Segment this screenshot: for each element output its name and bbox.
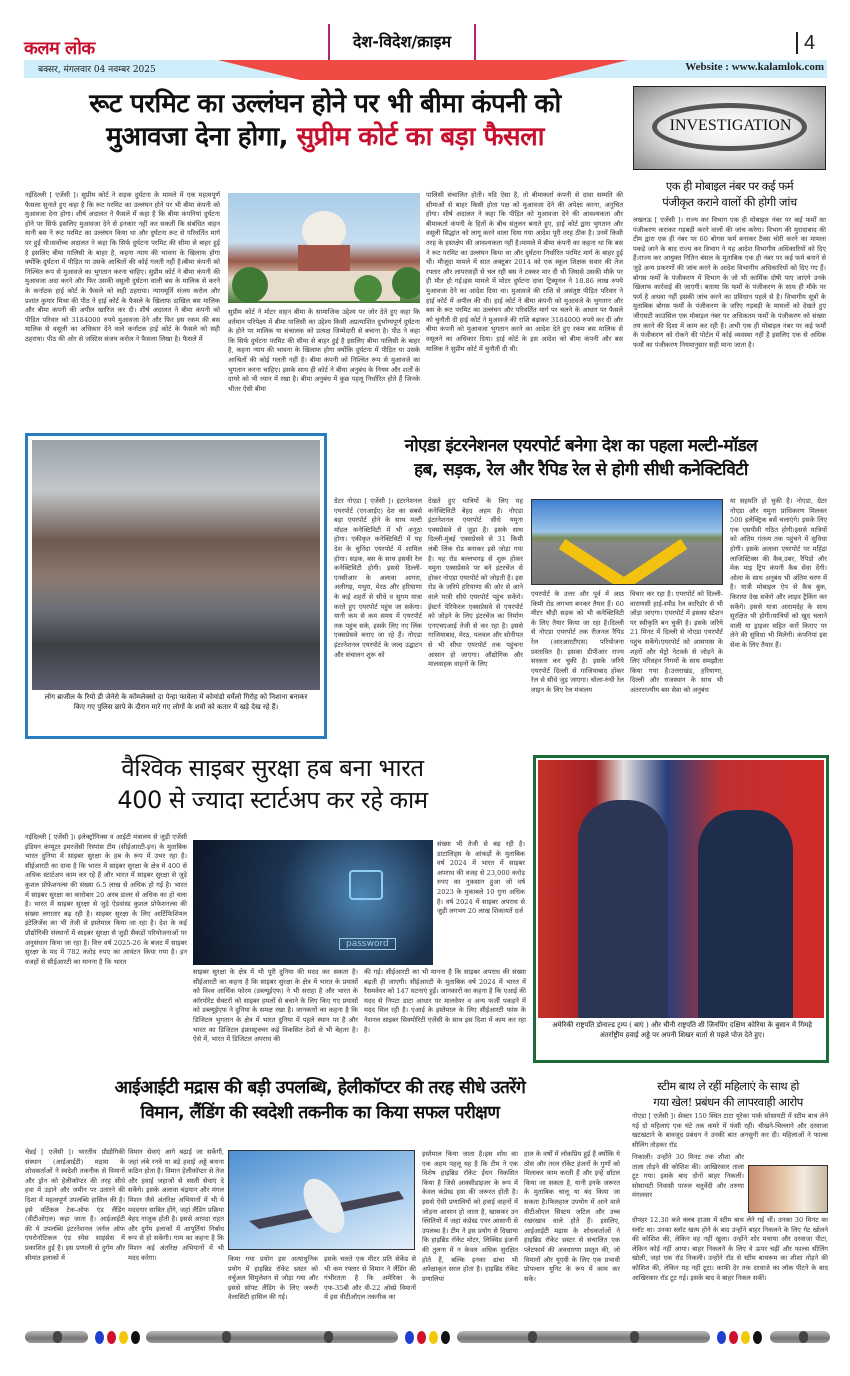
investigation-label: INVESTIGATION bbox=[669, 117, 792, 134]
footer-bar-1 bbox=[25, 1331, 88, 1343]
person-right bbox=[698, 810, 793, 1018]
story7-headline-line1: स्टीम बाथ ले रहीं महिलाएं के साथ हो bbox=[657, 1079, 799, 1093]
reg-dot-black bbox=[441, 1331, 450, 1344]
reg-dot-blue bbox=[95, 1331, 104, 1344]
story7-body-bottom: दोपहर 12.30 बजे क्लब हाउस में स्टीम बाथ लेने गई थीं। उनका 30 मिनट का स्लॉट था। उनका स्लॉट खत्म होने के बाद उन्होंने बाहर निकलने के लिए गेट खोलने की कोशिश की, लेकिन वह नहीं खुला। उन्होंने शोर मचाया और दरवाजा पीटा, लेकिन कोई नहीं आया। बाहर निकलने के लिए वे ऊपर चढ़ीं और फाल्स सीलिंग खोली, जहां एक रॉड निकली। उन्होंने रॉड से स्टीम बाथरूम का शीशा तोड़ने की कोशिश की, लेकिन यह नहीं टूटा। काफी देर तक दरवाजे का लॉक पीटने के बाद आखिरकार रॉड टूट गई। इसके बाद वे बाहर निकल सकीं। bbox=[632, 1216, 828, 1282]
story2-headline bbox=[633, 178, 826, 210]
masthead-logo[interactable]: कलम लोक bbox=[24, 38, 95, 59]
footer-knob bbox=[799, 1331, 808, 1343]
story4-headline bbox=[20, 752, 525, 816]
story1-column-3: पालिसी संचालित होती। यदि ऐसा है, तो बीमाकर्ता कंपनी से दावा सम्मति की सीमाओं से बाहर किसी होता पक्ष को मुआवजा देने की अपेक्षा करना, अनुचित होगा। शीर्ष अदालत ने कहा कि पीड़ित को मुआवजा देने की आवश्यकता और बीमाकर्ता कंपनी के हितों के बीच संतुलन बनाते हुए, हाई कोर्ट द्वारा भुगतान और वसूली सिद्धांत को लागू करने वाला दिया गया आदेश पूरी तरह ठीक है। उनमें किसी तरह के हस्तक्षेप की आवश्यकता नहीं है।मामले में बीमा कंपनी का कहना था कि बस ने रूट परमिट का उल्लंघन किया था और दुर्घटना निर्धारित परमिट मार्ग के बाहर हुई थी। मौजूदा मामले में सात अक्टूबर 2014 को एक स्कूल शिक्षक सवार की तेज रफ्तार और लापरवाही से चल रही बस ने टक्कर मार दी थी जिससे उसकी मौके पर ही मौत हो गई।इस मामले में मोटर दुर्घटना दावा ट्रिब्यूनल ने 18.86 लाख रुपये मुआवजा देने का आदेश दिया था। मुआवजे की राशि से असंतुष्ट पीड़ित परिवार ने हाई कोर्ट में अपील की थी। हाई कोर्ट ने बीमा कंपनी को मुआवजे के भुगतान और बस के रूट परमिट का उल्लंघन और परिवर्तित मार्ग पर चलने के आधार पर फैसले को चुनौती दी हाई कोर्ट ने मुआवजे की राशि बढ़ाकर 3184000 रुपये कर दी और बीमा कंपनी को मुआवजा भुगतान करने का आदेश देते हुए रकम बस मालिक से वसूलने का अधिकार दिया। हाई कोर्ट के इस आदेश को बीमा कंपनी और बस मालिक ने सुप्रीम कोर्ट में चुनौती दी थी। bbox=[426, 191, 623, 353]
reg-dot-blue bbox=[405, 1331, 414, 1344]
story3-column-5: या सहमति हो चुकी है। नोएडा, ग्रेटर नोएडा और यमुना प्राधिकरण मिलकर 500 इलेक्ट्रिक बसें चलाएंगे। इसके लिए एक एसपीवी गठित होगी।इससे यात्रियों को अंतिम गंतव्य तक पहुंचने में सुविधा होगी। इसके अलावा एयरपोर्ट पर महिंद्रा लाजिस्टिक्स की कैब,उबर, रैपिडो और मेक माइ ट्रिप कंपनी कैब सेवा देंगी। ओला के साथ अनुबंध भी अंतिम चरण में है। यात्री मोबाइल ऐप से कैब बुक, किराया देख सकेंगे और लाइव ट्रैकिंग कर सकेंगे। इससे यात्रा आरामदेह के साथ सुरक्षित भी होगी।यात्रियों को खुद चलाने वाली या ड्राइवर सहित कारें किराए पर लेने की सुविधा भी मिलेगी। कंपनियां इस सेवा के लिए तैयार हैं। bbox=[730, 497, 827, 649]
story1-column-1: नईदिल्ली [ एजेंसी ]। सुप्रीम कोर्ट ने सड़क दुर्घटना के मामले में एक महत्वपूर्ण फैसला सुनाते हुए कहा है कि रूट परमिट का उल्लंघन होने पर भी बीमा कंपनी को मुआवजा देना होगा। शीर्ष अदालत ने फैसले में कहा है कि बीमा कंपनियां दुर्घटना होने पर सिर्फ इसलिए मुआवजा देने से इनकार नहीं कर सकतीं कि संबंधित वाहन यानी बस ने रूट परमिट का उल्लंघन किया था और दुर्घटना रूट से परिवर्तित मार्ग पर हुई थी।सर्वोच्च अदालत ने कहा कि सिर्फ दुर्घटना परमिट की सीमा से बाहर हुई है इसलिए बीमा पालिसी के बाहर है, कहना न्याय की भावना के खिलाफ होगा क्योंकि दुर्घटना में पीड़ित या उसके आश्रितों की कोई गलती नहीं है।बीमा कंपनी को निश्चित रूप से मुआवजे का भुगतान करना चाहिए। सुप्रीम कोर्ट ने बीमा कंपनी की मुआवजा अदा करने और फिर उसकी वसूली दुर्घटना वाली बस के मालिक से करने के कर्नाटक हाई कोर्ट के फैसले को सही ठहराया। न्यायमूर्ति संजय करोल और प्रशांत कुमार मिश्रा की पीठ ने हाई कोर्ट के फैसले के खिलाफ दाखिल बस मालिक और बीमा कंपनी की अपील खारिज कर दी। शीर्ष अदालत ने बीमा कंपनी को पीड़ित परिवार को 3184000 रुपये मुआवजा देने और फिर इस रकम की बस मालिक से वसूली का अधिकार देने वाले कर्नाटक हाई कोर्ट के फैसले को सही ठहराया। पीठ की ओर से जस्टिस संजय करोल ने फैसला लिखा है। फैसले में bbox=[25, 191, 220, 343]
investigation-image bbox=[633, 86, 826, 170]
summit-photo-frame bbox=[533, 755, 829, 1063]
section-title: देश-विदेश/क्राइम bbox=[328, 24, 476, 60]
website-link[interactable]: Website : www.kalamlok.com bbox=[685, 61, 824, 73]
runway-photo bbox=[531, 499, 723, 585]
story1-headline-line2 bbox=[20, 121, 630, 154]
story6-column-3: किया गया प्रयोग इस अत्याधुनिक प्रयोग में हाइब्रिड रॉकेट थ्रस्टर को वर्चुअल सिमुलेशन से जोड़ा गया और इससे सॉफ्ट लैंडिंग के लिए जरूरी वेलासिटी हासिल की गई। bbox=[228, 1255, 318, 1302]
footer-knob bbox=[528, 1331, 537, 1343]
dateline: बक्सर, मंगलवार 04 नवम्बर 2025 bbox=[38, 65, 156, 75]
story1-headline-line1: रूट परमिट का उल्लंघन होने पर भी बीमा कंपनी को bbox=[89, 89, 561, 119]
footer-bar-2 bbox=[146, 1331, 398, 1343]
cyber-security-photo bbox=[193, 840, 433, 965]
story3-headline-line1: नोएडा इंटरनेशनल एयरपोर्ट बनेगा देश का पहला मल्टी-मॉडल bbox=[404, 436, 758, 456]
story1-headline-black: मुआवजा देना होगा, bbox=[106, 122, 297, 152]
reg-dot-yellow bbox=[741, 1331, 750, 1344]
trump-xi-photo bbox=[538, 760, 824, 1018]
story4-column-4: की गई। सीईआरटी का भी मानना है कि साइबर अपराध की संख्या बढ़ती ही जाएगी। सीईआरटी के मुताबिक वर्ष 2024 में भारत में रैंसमवेयर को 147 घटनाएं हुईं। जानकारों का कहना है कि एआई की मदद से निपटा डाटा आधार पर मालवेयर व अन्य फर्जी पकड़ने में मदद मिल रही है। एआई के इस्तेमाल के लिए सीईआरटी फांस के नेशनल साइबर सिक्योरिटी एजेंसी के साथ इस दिशा में काम कर रहा है। bbox=[364, 968, 526, 1034]
footer-bar-4 bbox=[770, 1331, 830, 1343]
story6-headline bbox=[20, 1076, 620, 1126]
reg-dot-black bbox=[131, 1331, 140, 1344]
story7-body-side: निकाली। उन्होंने 30 मिनट तक शीशा और ताला तोड़ने की कोशिश की। आखिरकार ताला टूट गया। इसके बाद दोनों बाहर निकलीं। सोसायटी निवासी पारुल चतुर्वेदी और तरुणा मंगलवार bbox=[632, 1153, 744, 1200]
story3-column-2: देखते हुए यात्रियों के लिए यह कनेक्टिविटी बेहद अहम है। नोएडा इंटरनेशनल एयरपोर्ट सीधे यमुना एक्सप्रेसवे से जुड़ा है। इसके साथ दिल्ली-मुंबई एक्सप्रेसवे से 31 किमी लंबी लिंक रोड बनाकर इसे जोड़ा गया है। यह रोड बल्लभगढ़ से शुरू होकर यमुना एक्सप्रेसवे पर बने इंटरचेंज से होकर नोएडा एयरपोर्ट को जोड़ती है। इस रोड के जरिये हरियाणा की ओर से आने वाले यात्री सीधे एयरपोर्ट पहुंच सकेंगे। ईस्टर्न पेरिफेरल एक्सप्रेसवे से एयरपोर्ट को जोड़ने के लिए इंटरचेंज का निर्माण एनएचएआई तेजी से कर रहा है। इससे गाजियाबाद, मेरठ, पलवल और सोनीपत से भी सीधा एयरपोर्ट तक पहुंचना आसान हो जाएगा। औद्योगिक और मालवाहक वाहनों के लिए bbox=[428, 497, 523, 669]
story1-column-2: सुप्रीम कोर्ट ने मोटर वाहन बीमा के सामाजिक उद्देश्य पर जोर देते हुए कहा कि वर्तमान परिपेक्ष्य में बीमा पालिसी का उद्देश्य किसी अप्रत्याशित दुर्भाग्यपूर्ण दुर्घटना के होने पर मालिक या संचालक को प्रत्यक्ष जिम्मेदारी से बचाना है। पीठ ने कहा कि सिर्फ दुर्घटना परमिट की सीमा से बाहर हुई है इसलिए बीमा पालिसी के बाहर है, कहना न्याय की भावना के खिलाफ होगा क्योंकि दुर्घटना में पीड़ित या उसके आश्रितों की कोई गलती नहीं है। बीमा कंपनी को निश्चित रूप से मुआवजे का भुगतान करना चाहिए। इसके साथ ही कोर्ट ने बीमा अनुबंध के नियम और शर्तों के दायरे को भी ध्यान में रखा है। बीमा अनुबंध में कुछ पहलू निर्धारित होते हैं जिनके भीतर ऐसी बीमा bbox=[228, 308, 420, 393]
reg-dot-red bbox=[107, 1331, 116, 1344]
airplane-icon bbox=[229, 1151, 415, 1250]
person-left bbox=[578, 800, 668, 1018]
story3-headline bbox=[332, 434, 830, 482]
footer-knob bbox=[53, 1331, 62, 1343]
story7-body-top: नोएडा [ एजेंसी ]। सेक्टर 150 स्थित टाटा यूरेका पार्क सोसायटी में स्टीम बाथ लेने गई दो महिलाएं एक घंटे तक कमरे में फंसी रहीं। चीखने-चिल्लाने और दरवाजा खटखटाने के बावजूद प्रबंधन ने उनकी बात अनसुनी कर दी। महिलाओं ने फाल्स सीलिंग तोड़कर रॉड bbox=[632, 1112, 828, 1149]
story6-column-1: चेन्नई [ एजेंसी ]। भारतीय प्रौद्योगिकी संस्थान (आईआईटी) मद्रास के शोधकर्ताओं ने स्वदेशी तकनीक से विमानों और ड्रोन को हेलीकॉप्टर की तरह सीधे हवा में उड़ाने और जमीन पर उतारने की दिशा में महत्वपूर्ण उपलब्धि हासिल की है। इसे वर्टिकल टेक-ऑफ एंड लैंडिंग (वीटीओएल) कहा जाता है। आईआईटी की ये उपलब्धि इंटरनेशनल जर्नल ऑफ एयरोनॉटिकल एंड स्पेस साइंसेस में प्रकाशित हुई है। इस प्रणाली से दुर्गम और सीमांत इलाकों में bbox=[25, 1148, 125, 1262]
aircraft-photo bbox=[228, 1150, 415, 1250]
footer-knob bbox=[222, 1331, 231, 1343]
reg-dot-yellow bbox=[429, 1331, 438, 1344]
story4-column-1: नईदिल्ली [ एजेंसी ]। इलेक्ट्रॉनिक्स व आईटी मंत्रालय से जुड़ी एजेंसी इंडियन कंप्यूटर इमरजेंसी रिस्पांस टीम (सीईआरटी-इन) के मुताबिक भारत दुनिया में साइबर सुरक्षा के हब के रूप में उभर रहा है। सीईआरटी का दावा है कि भारत में साइबर सुरक्षा के क्षेत्र में 400 से अधिक स्टार्टअप काम कर रहे हैं और भारत में साइबर सुरक्षा से जुड़े कुशल प्रोफेशनल्स की संख्या 6.5 लाख से अधिक हो गई है। भारत में साइबर सुरक्षा का कारोबार 20 अरब डालर से अधिक का हो चला है। भारत में साइबर सुरक्षा से जुड़े ऐडवांस्ड कुशल प्रोफेशनल्स की संख्या लगातार बढ़ रही है। साइबर सुरक्षा के लिए आर्टिफिशियल इंटेलिजेंस का भी तेजी से इस्तेमाल किया जा रहा है। देश के कई प्रौद्योगिकी संस्थानों में साइबर सुरक्षा से जुड़ी सैकड़ों परियोजनाओं पर अनुसंधान किया जा रहा है। वित्त वर्ष 2025-26 के बजट में साइबर सुरक्षा के मद में 782 करोड़ रुपए का आवंटन किया गया है। इन वजहों से सीईआरटी का मानना है कि भारत bbox=[25, 833, 187, 966]
supreme-court-building-icon bbox=[228, 193, 420, 303]
story1-headline bbox=[20, 88, 630, 154]
page-number: 4 bbox=[796, 32, 815, 54]
runway-marking-icon bbox=[532, 500, 723, 585]
reg-dot-black bbox=[753, 1331, 762, 1344]
story6-column-5: इस्तेमाल किया जाता है।इस शोध का एक अहम पहलू यह है कि टीम ने एक विशेष हाइब्रिड रॉकेट ईंधन विकसित किया है जिसे आक्सीडाइजर के रूप में केवल कंप्रेस्ड हवा की जरूरत होती है। इससे ऐसी प्रणालियों को हवाई वाहनों में जोड़ना आसान हो जाता है, खासकर उन स्थितियों में जहां कंप्रेस्ड एयर आसानी से उपलब्ध है। टीम ने इस प्रयोग से दिखाया कि हाइब्रिड रॉकेट मोटर, लिक्विड इंजनों की तुलना में न केवल अधिक सुरक्षित होते हैं, बल्कि इनका ढांचा भी अपेक्षाकृत सरल होता है। हाइब्रिड रॉकेट प्रणालियां bbox=[422, 1150, 518, 1283]
story4-column-3: साइबर सुरक्षा के क्षेत्र में भी पूरी दुनिया की मदद कर सकता है। सीईआरटी का कहना है कि साइबर सुरक्षा के क्षेत्र में भारत के प्रयासों को विश्व आर्थिक फोरम (डब्ल्यूईएफ) ने भी सराहा है और भारत के कॉरपोरेट सेक्टरों को साइबर हमलों से बचाने के लिए किए गए प्रयासों को डब्ल्यूईएफ ने दुनिया के समक्ष रखा है। जानकारों का कहना है कि डिजिटल भुगतान के क्षेत्र में भारत दुनिया में पहले स्थान पर है और भारत का डिजिटल इंफ्रास्ट्रक्चर कई विकसित देशों से भी बेहतर है। ऐसे में, भारत में डिजिटल अपराध की bbox=[193, 968, 358, 1044]
reg-dot-red bbox=[417, 1331, 426, 1344]
reg-dot-blue bbox=[717, 1331, 726, 1344]
story6-column-4: इसके चलते एक मीटर प्रति सेकेंड से भी कम रफ्तार से विमान ने लैंडिंग की गंभीरतता है कि अमेरिका के एफ-35बी और वी-22 ओस्प्रे विमानों में इस वीटीओएल तकनीक का bbox=[324, 1255, 416, 1302]
story3-column-3: एयरपोर्ट के उत्तर और पूर्व में आठ किमी रोड लगभग बनकर तैयार हैं। 60 मीटर चौड़ी सड़क को भी कनेक्टिविटी के लिए तैयार किया जा रहा है।दिल्ली से नोएडा एयरपोर्ट तक रीजनल रैपिड रेल (आरआरटीएस) परियोजना प्रस्तावित है। इसका डीपीआर राज्य सरकार कर चुकी है। इसके जरिये एयरपोर्ट दिल्ली से गाजियाबाद होकर रेल से सीधे जुड़ जाएगा। चोला-रुंधी रेल लाइन के लिए रेल मंत्रालय bbox=[531, 590, 624, 694]
story7-headline-line2: गया खेल! प्रबंधन की लापरवाही आरोप bbox=[653, 1095, 803, 1109]
story6-column-6: हाल के वर्षों में लोकप्रिय हुई हैं क्योंकि ये ठोस और तरल रॉकेट इंजनों के गुणों को मिलाकर काम करती हैं और इन्हें थ्रॉटल किया जा सकता है, यानी इनके जरूरत के मुताबिक चालू या बंद किया जा सकता है।फिलहाल उपयोग में आने वाले वीटीओएल सिस्टम जटिल और उच्च रखरखाव वाले होते हैं। इसलिए, आईआईटी मद्रास के शोधकर्ताओं ने हाइब्रिड रॉकेट थ्रस्टर से संचालित एक प्लेटफार्म की अवधारणा प्रस्तुत की, जो विमानों और यूएवी के लिए एक प्रभावी प्रोपल्शन यूनिट के रूप में काम कर सके। bbox=[524, 1150, 620, 1283]
brazil-photo-caption: लोग ब्राजील के रियो डी जेनेरो के कॉम्प्लेक्सो दा पेन्हा फावेला में कोमांडो वर्मेलो गिरोह को निशाना बनाकर किए गए पुलिस छापे के दौरान मारे गए लोगों के शवों को कतार में खड़े देख रहे हैं। bbox=[44, 693, 308, 711]
story4-headline-line1: वैश्विक साइबर सुरक्षा हब बना भारत bbox=[121, 754, 424, 782]
story4-headline-line2: 400 से ज्यादा स्टार्टअप कर रहे काम bbox=[117, 786, 428, 814]
story6-column-2: विमान सेवाएं आगे बढ़ाई जा सकेंगी, जहां लंबे रनवे या बड़े हवाई अड्डे बनाना कठिन होता है। विमान हेलीकॉप्टर से तेज और हवाई जहाजों से सस्ती सेवाएं दे सकेंगे। इसके अलावा चंद्रयान और मंगल मिशन जैसे अंतरिक्ष अभियानों में भी ये मददगार साबित होंगे, जहां लैंडिंग प्रक्रिया बेहद नाजुक होती है। इससे आपदा राहत और दुर्गम इलाकों में आपूर्तियां निर्बाध रूप से हो सकेंगी। गाम का कहना है कि मिशन कई अंतरिक्ष अभियानों में भी मदद करेगा। bbox=[128, 1148, 224, 1262]
reg-dot-yellow bbox=[119, 1331, 128, 1344]
story6-headline-line2: विमान, लैंडिंग की स्वदेशी तकनीक का किया सफल परीक्षण bbox=[140, 1103, 500, 1123]
brazil-raid-photo bbox=[32, 440, 320, 690]
footer-knob bbox=[630, 1331, 639, 1343]
story2-body: लखनऊ [ एजेंसी ]। राज्य कर विभाग एक ही मोबाइल नंबर पर कई फर्मों का पंजीकरण कराकर गड़बड़ी करने वालों की जांच करेगा। विभाग की मुरादाबाद की टीम द्वारा एक ही नंबर पर 60 बोगस फर्म बनाकर टैक्स चोरी करने का मामला पकड़े जाने के बाद राज्य कर विभाग ने यह आदेश विभागीय अधिकारियों को दिए हैं।राज्य कर आयुक्त नितिन बंसल के मुताबिक एक ही नंबर पर कई फर्म बनाने से जुड़े अन्य प्रकरणों की जांच करने के आदेश विभागीय अधिकारियों को दिए गए हैं। बोगस फर्मों के पंजीकरण में विभाग के जो भी कार्मिक दोषी पाए जाएंगे उनके खिलाफ कार्रवाई की जाएगी। बताया कि फर्मों के पंजीकरण के साथ ही मौके पर फर्म है अथवा नहीं इसकी जांच करने का प्रविधान पहले से है। विभागीय सूत्रों के मुताबिक बोगस फर्मों के पंजीकरण के जरिए गड़बड़ी के मामलों को देखते हुए जीएसटी काउंसिल एक मोबाइल नंबर पर अधिकतम फर्मों के पंजीकरण को संख्या तय करने की दिशा में काम कर रही है। अभी एक ही मोबाइल नंबर पर कई फर्मों के पंजीकरण को रोकने की पोर्टल में कोई व्यवस्था नहीं है इसलिए एक से अधिक फर्मों का पंजीकरण नियमानुसार सही माना जाता है। bbox=[633, 216, 826, 349]
padlock-icon bbox=[349, 870, 383, 900]
story7-headline bbox=[628, 1078, 828, 1110]
story4-column-2: संख्या भी तेजी से बढ़ रही है। डाटालिड्स के आंकड़ों के मुताबिक वर्ष 2024 में भारत में साइबर अपराध की वजह से 23,000 करोड़ रुपए का नुकसान हुआ जो वर्ष 2023 के मुकाबले 10 गुना अधिक है। वर्ष 2024 में साइबर अपराध से जुड़ी लगभग 20 लाख शिकायतें दर्ज bbox=[437, 840, 525, 916]
summit-photo-caption: अमेरिकी राष्ट्रपति डोनाल्ड ट्रम्प ( बाएं ) और चीनी राष्ट्रपति शी जिनपिंग दक्षिण कोरिया के बुसान में गिमहे अंतर्राष्ट्रीय हवाई अड्डे पर अपनी शिखर वार्ता से पहले पोज देते हुए। bbox=[552, 1021, 812, 1039]
footer-knob bbox=[324, 1331, 333, 1343]
footer-bar-3 bbox=[457, 1331, 710, 1343]
password-field-graphic: password bbox=[339, 938, 396, 950]
reg-dot-red bbox=[729, 1331, 738, 1344]
story1-headline-red: सुप्रीम कोर्ट का बड़ा फैसला bbox=[296, 122, 544, 152]
story2-headline-line2: पंजीकृत कराने वालों की होगी जांच bbox=[662, 195, 797, 209]
story3-headline-line2: हब, सड़क, रेल और रैपिड रेल से होगी सीधी कनेक्टिविटी bbox=[414, 460, 748, 480]
story3-column-4: विचार कर रहा है। एयरपोर्ट को दिल्ली-वाराणसी हाई-स्पीड रेल कारिडोर से भी जोड़ा जाएगा। एयरपोर्ट में इसका स्टेशन पर स्वीकृति बन चुकी है। इसके जरिये 21 मिनट में दिल्ली से नोएडा एयरपोर्ट पहुंच सकेंगे।एयरपोर्ट को आसपास के शहरों और मेट्रो नेटवर्क से जोड़ने के लिए परिवहन निगमों के साथ समझौता किया गया है।उत्तराखंड, हरियाणा, दिल्ली और राजस्थान के साथ भी अंतरराज्यीय बस सेवा को अनुबंध bbox=[630, 590, 723, 694]
story6-headline-line1: आईआईटी मद्रास की बड़ी उपलब्धि, हेलीकॉप्टर की तरह सीधे उतरेंगे bbox=[114, 1078, 526, 1098]
story3-column-1: ग्रेटर नोएडा [ एजेंसी ]। इंटरनेशनल एयरपोर्ट (एनआईए) देश का सबसे बड़ा एयरपोर्ट होने के साथ मल्टी मॉडल कनेक्टिविटी में भी अनूठा होगा। एकीकृत कनेक्टिविटी में यह देश के चुनिंदा एयरपोर्ट में शामिल होगा। सड़क, बस के साथ इसकी रेल कनेक्टिविटी होगी। इससे दिल्ली-एनसीआर के अलावा आगरा, अलीगढ़, मथुरा, मेरठ और हरियाणा के कई शहरों से सीधे व सुगम यात्रा करते हुए एयरपोर्ट पहुंच जा सकेगा। यानी कम से कम समय में एयरपोर्ट तक पहुंच सके, इसके लिए नए लिंक एक्सप्रेसवे बनाए जा रहे हैं। नोएडा इंटरनेशनल एयरपोर्ट के जल्द उद्घाटन और संचालन शुरू को bbox=[334, 497, 422, 659]
steam-bath-photo bbox=[748, 1165, 828, 1213]
story2-headline-line1: एक ही मोबाइल नंबर पर कई फर्म bbox=[665, 179, 794, 193]
brazil-photo-frame bbox=[25, 433, 327, 739]
supreme-court-photo bbox=[228, 193, 420, 303]
